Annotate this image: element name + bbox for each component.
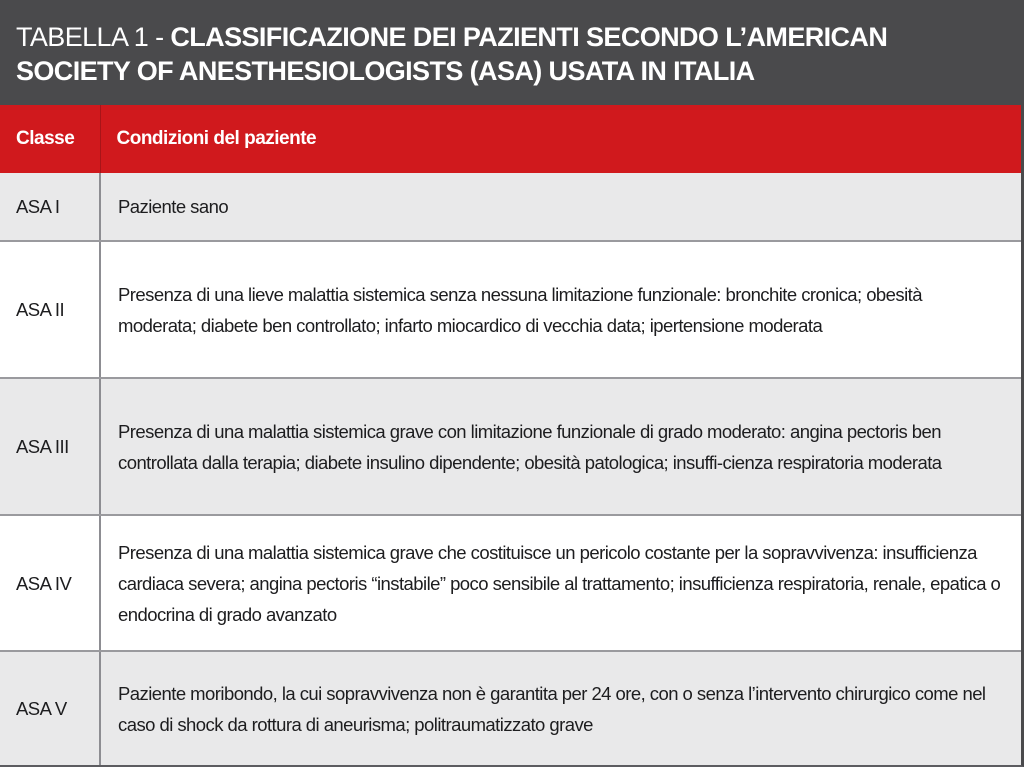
column-header-classe: Classe [0, 105, 100, 173]
asa-class-cell: ASA V [0, 651, 100, 765]
table-title-prefix: TABELLA 1 - [16, 22, 164, 52]
table-row [0, 515, 1021, 651]
patient-condition-cell: Paziente moribondo, la cui sopravvivenza non è garantita per 24 ore, con o senza l’intervento chirurgico come nel caso di shock da rottura di aneurisma; politraumatizzato grave [100, 651, 1021, 765]
table-row [0, 241, 1021, 378]
table-title [0, 0, 1021, 105]
column-header-condizioni: Condizioni del paziente [100, 105, 1021, 173]
table-body [0, 173, 1021, 765]
asa-class-cell: ASA III [0, 378, 100, 515]
asa-classification-table [0, 105, 1021, 765]
asa-class-cell: ASA II [0, 241, 100, 378]
asa-class-cell: ASA IV [0, 515, 100, 651]
patient-condition-cell: Presenza di una malattia sistemica grave con limitazione funzionale di grado moderato: angina pectoris ben controllata dalla terapia; diabete insulino dipendente; obesità patologica; insuffi-cienza respiratoria moderata [100, 378, 1021, 515]
table-header [0, 105, 1021, 173]
table-row [0, 173, 1021, 241]
patient-condition-cell: Presenza di una lieve malattia sistemica senza nessuna limitazione funzionale: bronchite cronica; obesità moderata; diabete ben controllato; infarto miocardico di vecchia data; ipertensione moderata [100, 241, 1021, 378]
table-header-row [0, 105, 1021, 173]
patient-condition-cell: Paziente sano [100, 173, 1021, 241]
asa-class-cell: ASA I [0, 173, 100, 241]
table-row [0, 651, 1021, 765]
patient-condition-cell: Presenza di una malattia sistemica grave che costituisce un pericolo costante per la sopravvivenza: insufficienza cardiaca severa; angina pectoris “instabile” poco sensibile al trattamento; insufficienza respiratoria, renale, epatica o endocrina di grado avanzato [100, 515, 1021, 651]
table-title-text: CLASSIFICAZIONE DEI PAZIENTI SECONDO L’AMERICAN SOCIETY OF ANESTHESIOLOGISTS (ASA) USATA IN ITALIA [16, 22, 888, 86]
table-row [0, 378, 1021, 515]
